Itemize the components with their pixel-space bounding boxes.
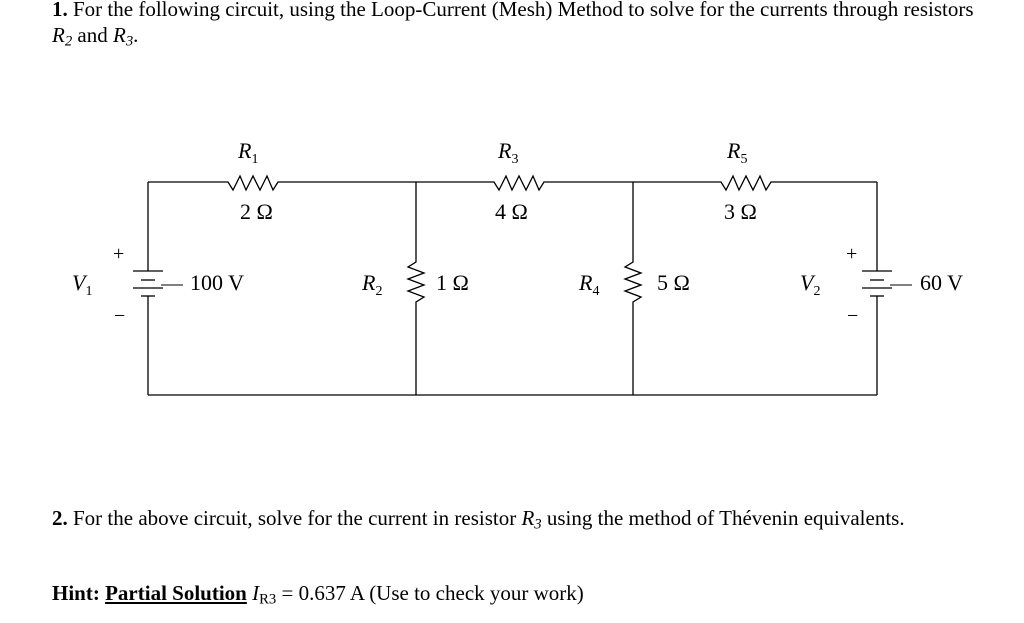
v1-label: $V_1$ [72,270,93,299]
v2-value: 60 V [920,270,963,295]
question-1-number: 1. [52,0,68,21]
question-1-r2-symbol: $R_2$ [52,23,73,50]
r4-branch-wire [625,182,641,395]
hint-current-symbol: $I_{R3}$ [252,581,277,608]
r5-value: 3 Ω [724,199,757,224]
hint-label: Hint: [52,581,100,605]
question-2 [52,505,905,531]
r3-value: 4 Ω [495,199,528,224]
question-1-text: For the following circuit, using the Loop-Current (Mesh) Method to solve for the currents through resistors [73,0,974,21]
v2-minus-sign: − [847,305,859,327]
question-1-and: and [77,23,108,47]
r2-value: 1 Ω [436,270,469,295]
question-2-text-a: For the above circuit, solve for the current in resistor [73,506,517,530]
question-2-r3-symbol: $R_3$ [521,506,542,533]
hint-equation: = 0.637 A (Use to check your work) [281,581,584,605]
r5-label: $R_5$ [727,138,748,167]
r4-value: 5 Ω [657,270,690,295]
r3-label: $R_3$ [498,138,519,167]
r4-label: $R_4$ [579,270,600,299]
top-wire [148,176,877,190]
v1-value: 100 V [190,270,244,295]
question-1-r3-symbol: $R_3$ [113,23,134,50]
question-2-text-b: using the method of Thévenin equivalents. [546,506,905,530]
r2-label: $R_2$ [362,270,383,299]
r1-label: $R_1$ [238,138,259,167]
r2-branch-wire [408,182,424,395]
hint [52,580,584,606]
v2-plus-sign: + [846,243,858,265]
r1-value: 2 Ω [240,199,273,224]
partial-solution-label: Partial Solution [105,581,247,605]
v2-label: $V_2$ [800,270,821,299]
question-2-number: 2. [52,506,68,530]
v1-minus-sign: − [114,305,126,327]
v1-plus-sign: + [113,243,125,265]
question-1: 1. For the following circuit, using the Loop-Current (Mesh) Method to solve for the currents through resistors $R_2$ and $R_3$. [52,0,992,48]
